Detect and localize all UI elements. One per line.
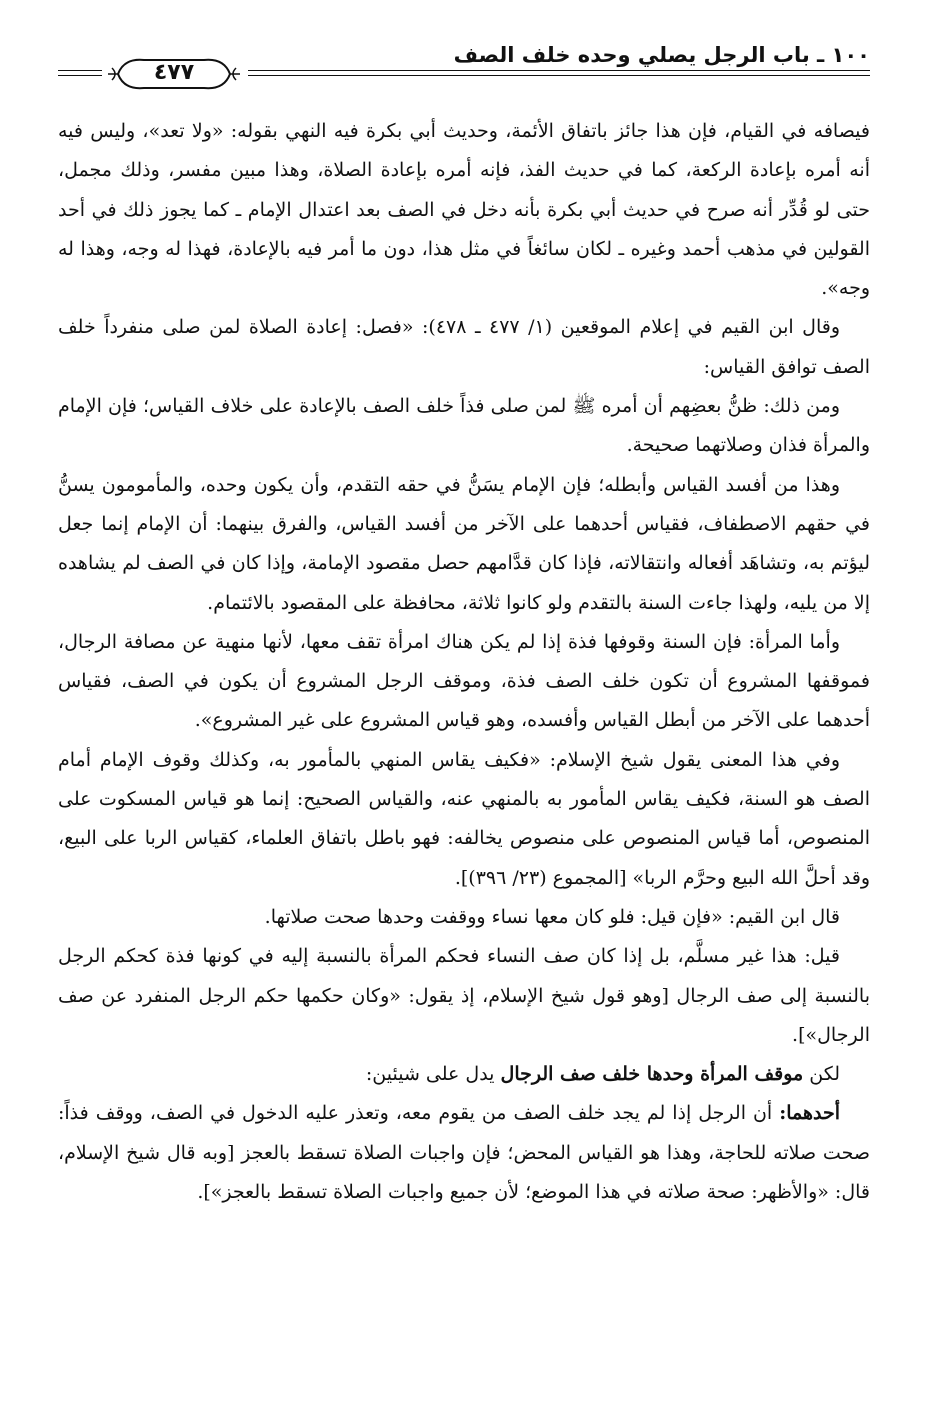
section-intro (58, 1055, 870, 1094)
page-number: ٤٧٧ (153, 60, 195, 85)
paragraph-1: فيصافه في القيام، فإن هذا جائز باتفاق الأئمة، وحديث أبي بكرة فيه النهي بقوله: «ولا تعد»، وليس فيه أنه أمره بإعادة الركعة، كما في حديث الفذ، فإنه أمره بإعادة الصلاة، وهذا مبين مفسر، وذلك مجمل، حتى لو قُدِّر أنه صرح في حديث أبي بكرة بأنه دخل في الصف بعد اعتدال الإمام ـ كما يجوز ذلك في أحد القولين في مذهب أحمد وغيره ـ لكان سائغاً في مثل هذا، دون ما أمر فيه بالإعادة، فهذا له وجه، وهذا له وجه». (58, 120, 870, 300)
paragraph-8: قيل: هذا غير مسلَّم، بل إذا كان صف النساء فحكم المرأة بالنسبة إليه في كونها فذة كحكم الرجل بالنسبة إلى صف الرجال [وهو قول شيخ الإسلام، إذ يقول: «وكان حكمها حكم الرجل المنفرد عن صف الرجال»]. (58, 945, 870, 1046)
paragraph-3: ومن ذلك: ظنُّ بعضِهم أن أمره ﷺ لمن صلى فذاً خلف الصف بالإعادة على خلاف القياس؛ فإن الإمام والمرأة فذان وصلاتهما صحيحة. (58, 395, 870, 457)
header-rule-left-upper (58, 70, 102, 71)
paragraph-7: قال ابن القيم: «فإن قيل: فلو كان معها نساء ووقفت وحدها صحت صلاتها. (264, 905, 840, 928)
body-text (58, 112, 870, 1212)
first-point (58, 1094, 870, 1212)
book-page (58, 40, 870, 1212)
paragraph-2: وقال ابن القيم في إعلام الموقعين (١/ ٤٧٧ ـ ٤٧٨): «فصل: إعادة الصلاة لمن صلى منفرداً خلف الصف توافق القياس: (58, 316, 870, 378)
first-point-label: أحدهما: (779, 1102, 841, 1125)
page-header (58, 40, 870, 100)
header-rule-left-lower (58, 75, 102, 76)
first-point-text: أن الرجل إذا لم يجد خلف الصف من يقوم معه، وتعذر عليه الدخول في الصف، ووقف فذاً: صحت صلاته للحاجة، وهذا هو القياس المحض؛ فإن واجبات الصلاة تسقط بالعجز [وبه قال شيخ الإسلام، قال: «والأظهر: صحة صلاته في هذا الموضع؛ لأن جميع واجبات الصلاة تسقط بالعجز»]. (58, 1102, 870, 1204)
page-number-frame (104, 54, 244, 94)
section-bold-phrase: موقف المرأة وحدها خلف صف الرجال (500, 1063, 804, 1086)
paragraph-6: وفي هذا المعنى يقول شيخ الإسلام: «فكيف يقاس المنهي بالمأمور به، وكذلك وقوف الإمام أمام الصف هو السنة، فكيف يقاس المأمور به بالمنهي عنه، والقياس الصحيح: إنما هو قياس المسكوت على المنصوص، أما قياس المنصوص على منصوص يخالفه: فهو باطل باتفاق العلماء، كقياس الربا على البيع، وقد أحلَّ الله البيع وحرَّم الربا» [المجموع (٢٣/ ٣٩٦)]. (58, 748, 870, 889)
header-rule-upper (248, 70, 870, 71)
section-prefix: لكن (809, 1063, 840, 1086)
header-rule-lower (248, 75, 870, 76)
paragraph-5: وأما المرأة: فإن السنة وقوفها فذة إذا لم يكن هناك امرأة تقف معها، لأنها منهية عن مصافة الرجال، فموقفها المشروع أن تكون خلف الصف فذة، وموقف الرجل المشروع أن يكون في الصف، فقياس أحدهما على الآخر من أبطل القياس وأفسده، وهو قياس المشروع على غير المشروع». (58, 630, 870, 732)
chapter-title: ١٠٠ ـ باب الرجل يصلي وحده خلف الصف (453, 43, 870, 67)
section-suffix: يدل على شيئين: (365, 1063, 495, 1086)
paragraph-4: وهذا من أفسد القياس وأبطله؛ فإن الإمام يسَنُّ في حقه التقدم، وأن يكون وحده، والمأمومون يسنُّ في حقهم الاصطفاف، فقياس أحدهما على الآخر من أفسد القياس، والفرق بينهما: أن الإمام إنما جعل ليؤتم به، وتشاهَد أفعاله وانتقالاته، فإذا كان قدَّامهم حصل مقصود الإمامة، وإذا كان في الصف لم يشاهده إلا من يليه، ولهذا جاءت السنة بالتقدم ولو كانوا ثلاثة، محافظة على المقصود بالائتمام. (58, 473, 870, 614)
